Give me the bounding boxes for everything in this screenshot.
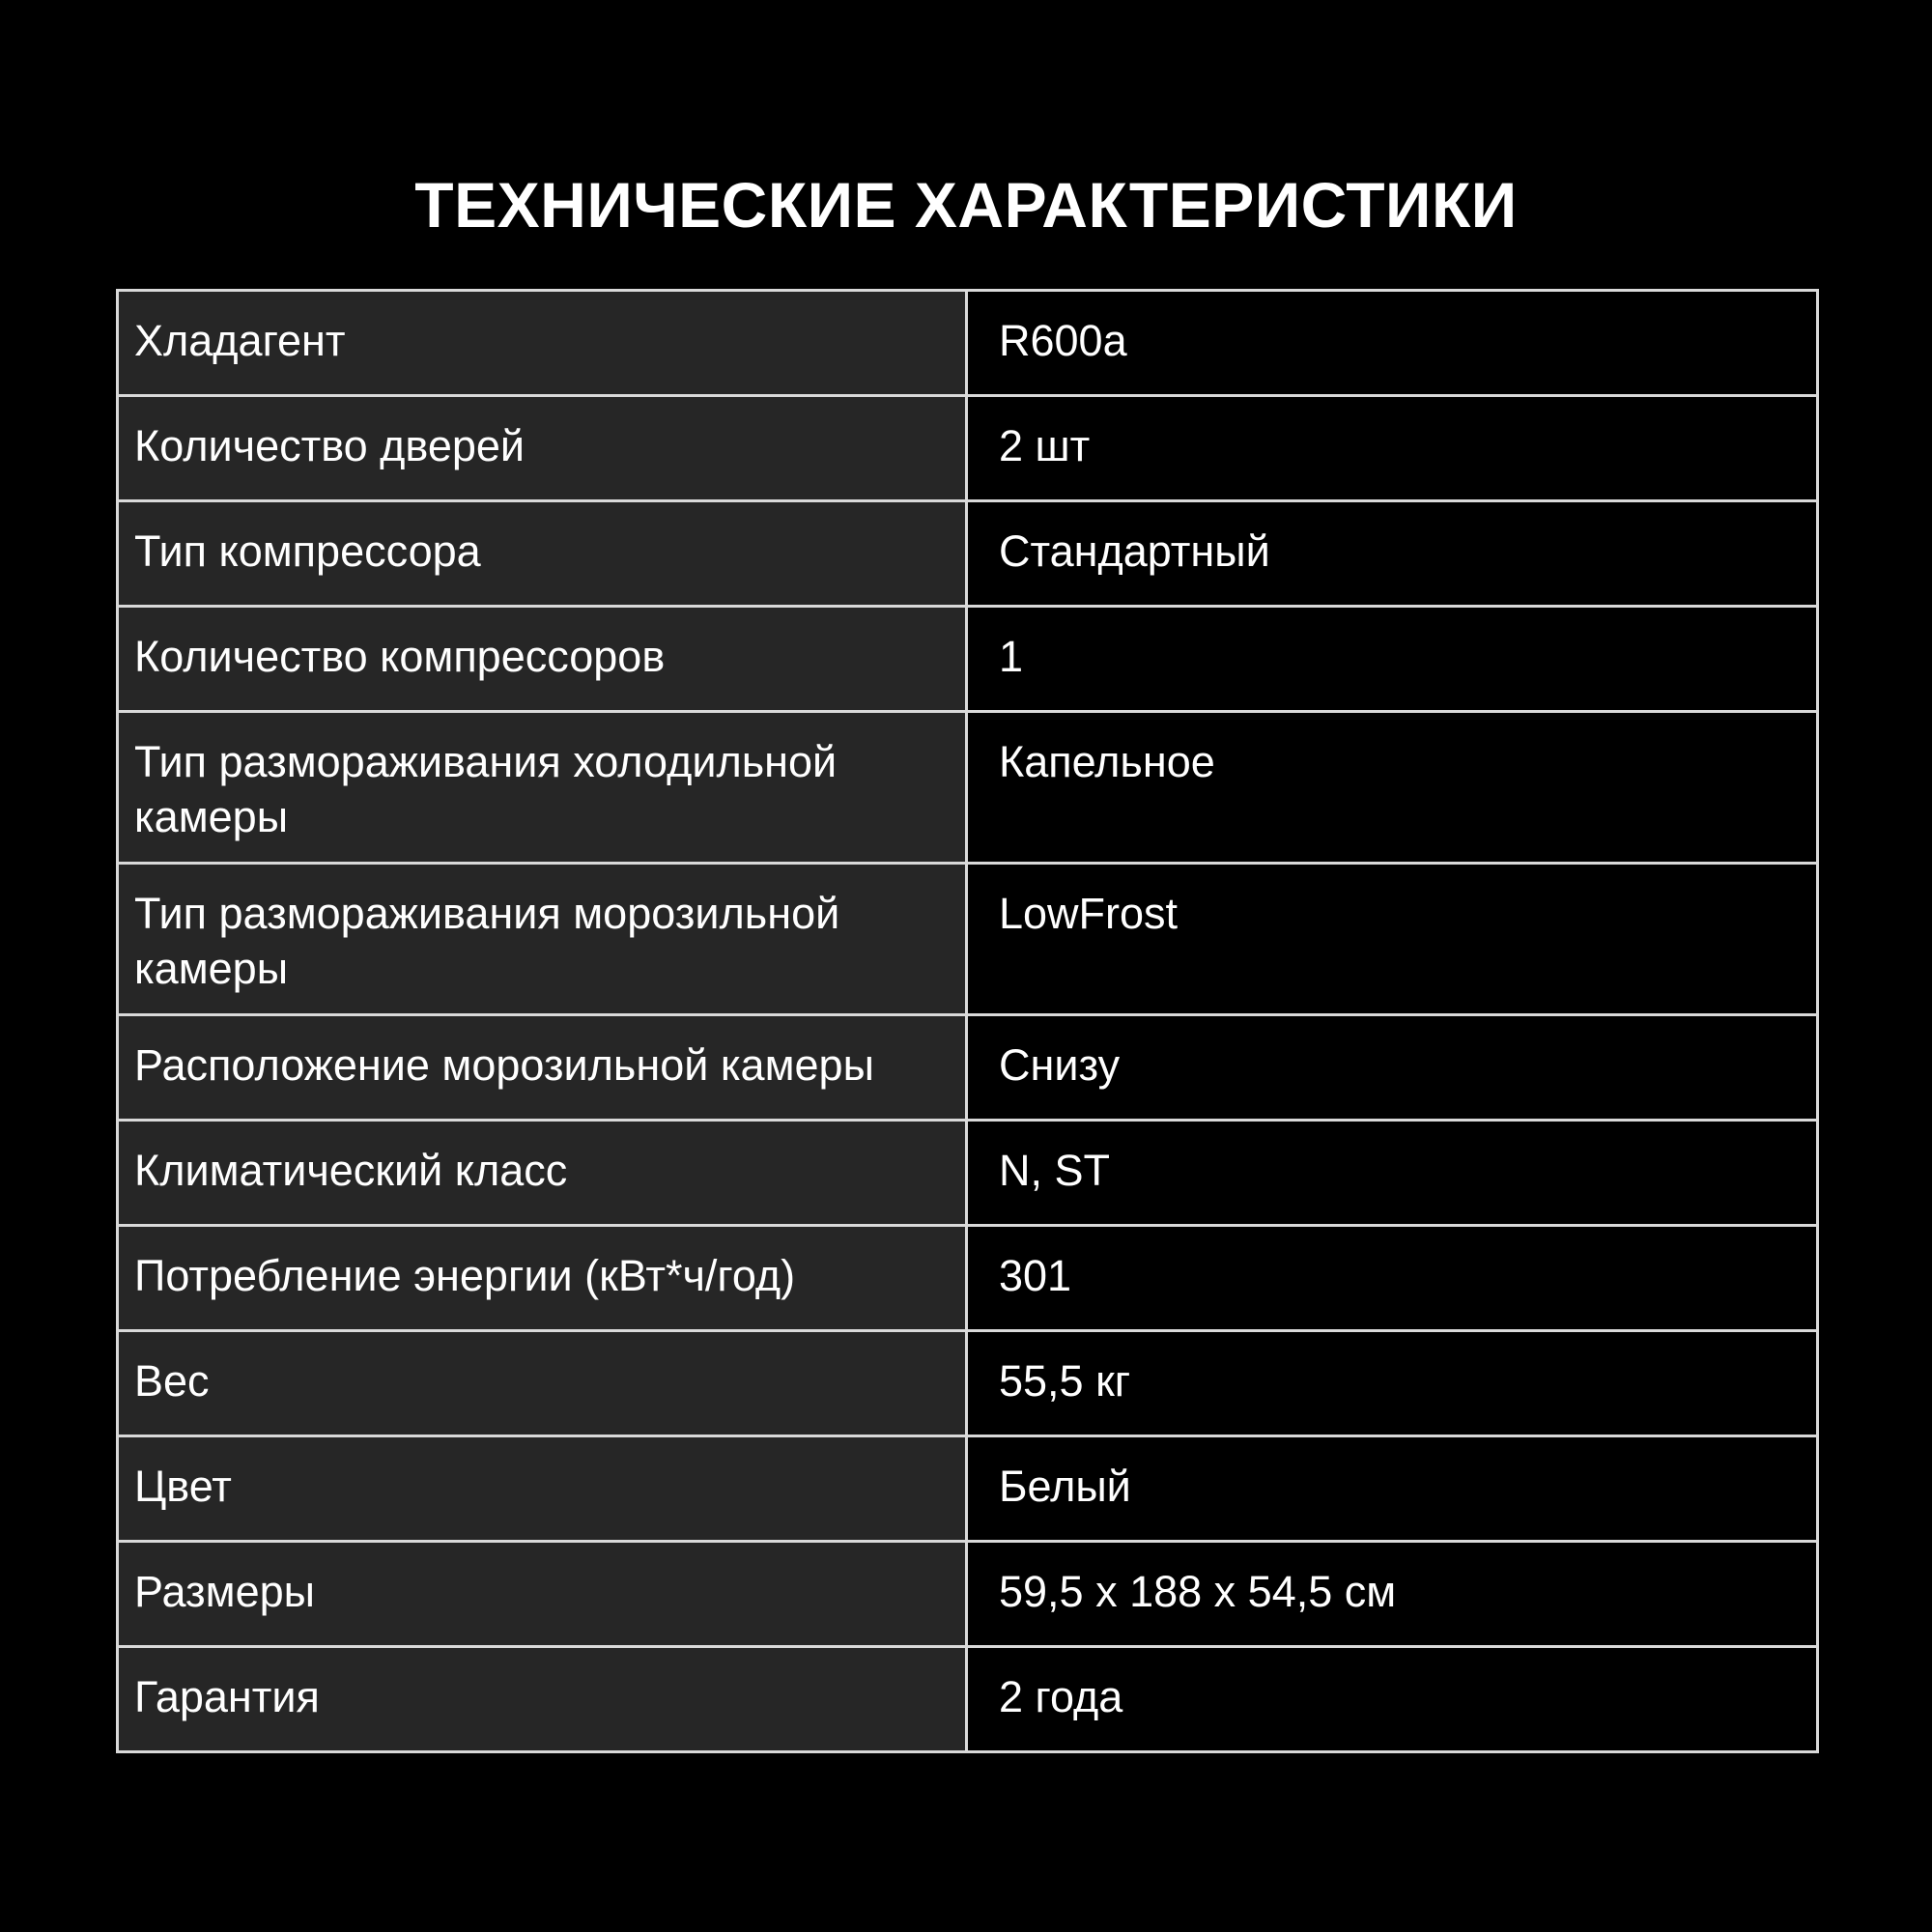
table-row	[118, 291, 1818, 396]
spec-label-compressor-count: Количество компрессоров	[118, 607, 967, 712]
spec-value-weight: 55,5 кг	[967, 1331, 1818, 1436]
table-row	[118, 1331, 1818, 1436]
spec-label-freezer-location: Расположение морозильной камеры	[118, 1015, 967, 1121]
spec-value-refrigerant: R600a	[967, 291, 1818, 396]
spec-table	[116, 289, 1819, 1753]
table-row	[118, 1647, 1818, 1752]
spec-value-freezer-defrost: LowFrost	[967, 864, 1818, 1015]
table-row	[118, 1542, 1818, 1647]
spec-value-freezer-location: Снизу	[967, 1015, 1818, 1121]
spec-label-compressor-type: Тип компрессора	[118, 501, 967, 607]
spec-label-fridge-defrost: Тип размораживания холодильной камеры	[118, 712, 967, 864]
spec-value-fridge-defrost: Капельное	[967, 712, 1818, 864]
spec-label-color: Цвет	[118, 1436, 967, 1542]
table-row	[118, 396, 1818, 501]
spec-value-color: Белый	[967, 1436, 1818, 1542]
spec-label-freezer-defrost: Тип размораживания морозильной камеры	[118, 864, 967, 1015]
table-row	[118, 607, 1818, 712]
spec-label-refrigerant: Хладагент	[118, 291, 967, 396]
spec-label-doors: Количество дверей	[118, 396, 967, 501]
spec-value-dimensions: 59,5 х 188 х 54,5 см	[967, 1542, 1818, 1647]
spec-label-energy: Потребление энергии (кВт*ч/год)	[118, 1226, 967, 1331]
table-row	[118, 1436, 1818, 1542]
spec-value-climate-class: N, ST	[967, 1121, 1818, 1226]
spec-value-compressor-count: 1	[967, 607, 1818, 712]
spec-value-energy: 301	[967, 1226, 1818, 1331]
table-row	[118, 1121, 1818, 1226]
spec-label-climate-class: Климатический класс	[118, 1121, 967, 1226]
table-row	[118, 1226, 1818, 1331]
table-row	[118, 1015, 1818, 1121]
table-row	[118, 864, 1818, 1015]
spec-value-compressor-type: Стандартный	[967, 501, 1818, 607]
spec-label-warranty: Гарантия	[118, 1647, 967, 1752]
spec-value-warranty: 2 года	[967, 1647, 1818, 1752]
page-title: ТЕХНИЧЕСКИЕ ХАРАКТЕРИСТИКИ	[414, 169, 1518, 241]
table-row	[118, 501, 1818, 607]
spec-label-dimensions: Размеры	[118, 1542, 967, 1647]
spec-label-weight: Вес	[118, 1331, 967, 1436]
spec-value-doors: 2 шт	[967, 396, 1818, 501]
table-row	[118, 712, 1818, 864]
